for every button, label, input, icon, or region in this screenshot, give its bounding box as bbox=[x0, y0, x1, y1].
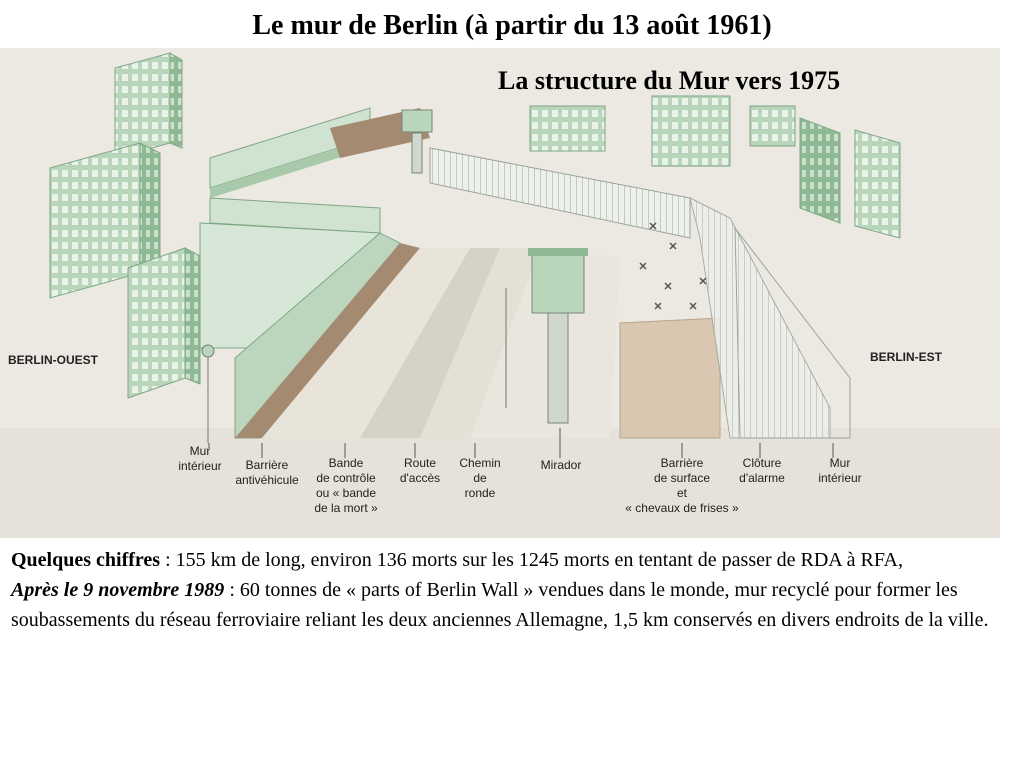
paragraph-figures-text: : 155 km de long, environ 136 morts sur les 1245 morts en tentant de passer de RDA à RFA, bbox=[160, 549, 903, 571]
label-chemin-de-ronde: Chemin de ronde bbox=[459, 456, 501, 500]
paragraph-after-1989 bbox=[11, 575, 1019, 635]
label-route-d-acces: Route d'accès bbox=[399, 456, 441, 485]
paragraph-after-1989-lead: Après le 9 novembre 1989 bbox=[11, 579, 225, 601]
zone-label-east: BERLIN-EST bbox=[870, 350, 942, 364]
paragraph-figures-lead: Quelques chiffres bbox=[11, 549, 161, 571]
paragraph-figures bbox=[11, 545, 1019, 575]
zone-label-west: BERLIN-OUEST bbox=[8, 353, 98, 367]
paragraph-after-1989-text: : 60 tonnes de « parts of Berlin Wall » vendues dans le monde, mur recyclé pour former les soubassements du réseau ferroviaire reliant les deux anciennes Allemagne, 1,5 km conservés en divers endroits de la ville. bbox=[11, 579, 989, 631]
label-barriere-de-surface: Barrière de surface et « chevaux de frises » bbox=[625, 456, 739, 515]
figure-subtitle: La structure du Mur vers 1975 bbox=[498, 66, 841, 95]
label-mirador: Mirador bbox=[540, 458, 582, 472]
label-bande-de-controle: Bande de contrôle ou « bande de la mort » bbox=[314, 456, 378, 515]
label-mur-interieur-east: Mur intérieur bbox=[818, 456, 862, 485]
label-cloture-d-alarme: Clôture d'alarme bbox=[739, 456, 785, 485]
label-mur-interieur-west: Mur intérieur bbox=[178, 444, 222, 473]
label-barriere-antivehicule: Barrière antivéhicule bbox=[235, 458, 299, 487]
berlin-wall-illustration bbox=[0, 48, 1000, 538]
page-title: Le mur de Berlin (à partir du 13 août 1961) bbox=[252, 10, 772, 41]
body-text bbox=[11, 545, 1019, 635]
